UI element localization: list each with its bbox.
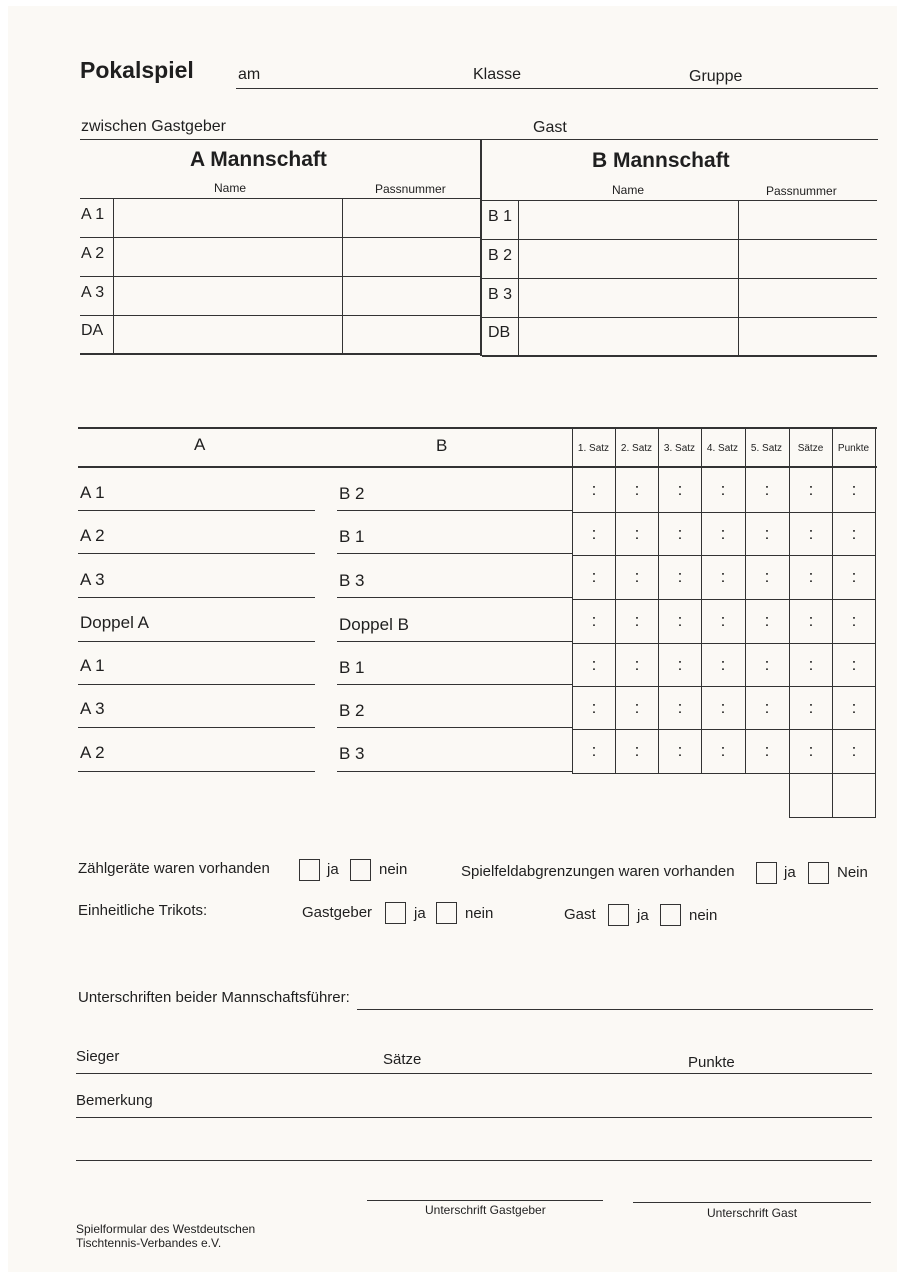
zaehlgeraete-label: Zählgeräte waren vorhanden bbox=[78, 860, 270, 877]
match-player-b: B 3 bbox=[339, 571, 365, 590]
score-cell[interactable]: : bbox=[720, 655, 726, 674]
gast-label: Gast bbox=[533, 119, 567, 136]
team-a-pass-field[interactable] bbox=[343, 238, 480, 276]
score-cell[interactable]: : bbox=[764, 611, 770, 630]
team-b-pass-field[interactable] bbox=[739, 318, 877, 355]
score-cell[interactable]: : bbox=[851, 698, 857, 717]
score-row-line bbox=[572, 686, 875, 687]
signature-gast-line[interactable] bbox=[633, 1202, 871, 1203]
ja-label: ja bbox=[784, 864, 796, 881]
score-cell[interactable]: : bbox=[808, 611, 814, 630]
klasse-label: Klasse bbox=[473, 66, 522, 83]
score-cell[interactable]: : bbox=[591, 567, 597, 586]
player-a-underline bbox=[78, 684, 315, 685]
team-a-name-field[interactable] bbox=[114, 199, 342, 237]
score-cell[interactable]: : bbox=[634, 698, 640, 717]
score-header-satz2: 2. Satz bbox=[620, 443, 653, 454]
match-col-a-header: A bbox=[194, 435, 206, 454]
score-header-punkte: Punkte bbox=[837, 443, 870, 454]
score-cell[interactable]: : bbox=[677, 524, 683, 543]
match-player-a: Doppel A bbox=[80, 613, 149, 632]
score-cell[interactable]: : bbox=[677, 741, 683, 760]
team-a-row-label: A 3 bbox=[81, 284, 105, 301]
player-a-underline bbox=[78, 641, 315, 642]
spielfeld-nein-checkbox[interactable] bbox=[808, 862, 829, 884]
team-b-name-field[interactable] bbox=[519, 201, 738, 239]
player-a-underline bbox=[78, 597, 315, 598]
team-b-name-field[interactable] bbox=[519, 279, 738, 317]
team-a-pass-field[interactable] bbox=[343, 277, 480, 315]
sieger-label: Sieger bbox=[76, 1048, 120, 1065]
score-cell[interactable]: : bbox=[720, 567, 726, 586]
player-b-underline bbox=[337, 510, 572, 511]
score-cell[interactable]: : bbox=[677, 480, 683, 499]
score-header-satz3: 3. Satz bbox=[663, 443, 696, 454]
score-cell[interactable]: : bbox=[591, 698, 597, 717]
team-a-name-field[interactable] bbox=[114, 277, 342, 315]
date-label: am bbox=[238, 66, 261, 83]
score-cell[interactable]: : bbox=[634, 611, 640, 630]
form-sheet bbox=[8, 6, 897, 1272]
score-cell[interactable]: : bbox=[591, 611, 597, 630]
match-player-a: A 3 bbox=[80, 699, 105, 718]
score-cell[interactable]: : bbox=[720, 611, 726, 630]
unterschriften-label: Unterschriften beider Mannschaftsführer: bbox=[78, 989, 350, 1006]
score-cell[interactable]: : bbox=[591, 480, 597, 499]
team-b-row-label: B 2 bbox=[488, 247, 513, 264]
match-player-a: A 2 bbox=[80, 526, 105, 545]
score-cell[interactable]: : bbox=[808, 741, 814, 760]
signature-gast-label: Unterschrift Gast bbox=[707, 1206, 798, 1220]
score-cell[interactable]: : bbox=[851, 567, 857, 586]
match-player-a: A 2 bbox=[80, 743, 105, 762]
team-a-name-field[interactable] bbox=[114, 316, 342, 353]
match-player-b: B 3 bbox=[339, 744, 365, 763]
score-row-line bbox=[572, 599, 875, 600]
score-cell[interactable]: : bbox=[677, 567, 683, 586]
gastgeber-underline bbox=[80, 139, 878, 140]
bemerkung-label: Bemerkung bbox=[76, 1092, 153, 1109]
team-a-bottom-line bbox=[80, 353, 480, 355]
score-cell[interactable]: : bbox=[634, 655, 640, 674]
score-col-line bbox=[875, 428, 876, 818]
zaehlgeraete-ja-checkbox[interactable] bbox=[299, 859, 320, 881]
team-a-pass-field[interactable] bbox=[343, 199, 480, 237]
nein-label: nein bbox=[465, 905, 494, 922]
team-b-row-label: DB bbox=[488, 324, 511, 341]
score-row-line bbox=[572, 643, 875, 644]
score-cell[interactable]: : bbox=[720, 698, 726, 717]
score-cell[interactable]: : bbox=[591, 524, 597, 543]
team-a-row-label: A 2 bbox=[81, 245, 105, 262]
score-cell[interactable]: : bbox=[591, 741, 597, 760]
score-cell[interactable]: : bbox=[634, 524, 640, 543]
punkte-label: Punkte bbox=[688, 1054, 735, 1071]
score-header-satz1: 1. Satz bbox=[577, 443, 610, 454]
score-cell[interactable]: : bbox=[808, 480, 814, 499]
team-b-title: B Mannschaft bbox=[592, 149, 730, 172]
player-a-underline bbox=[78, 727, 315, 728]
bemerkung-line[interactable] bbox=[76, 1117, 872, 1118]
score-cell[interactable]: : bbox=[720, 524, 726, 543]
score-cell[interactable]: : bbox=[851, 480, 857, 499]
player-a-underline bbox=[78, 510, 315, 511]
trikots-gast-label: Gast bbox=[564, 906, 596, 923]
total-punkte-field[interactable] bbox=[833, 774, 875, 817]
spielfeld-ja-checkbox[interactable] bbox=[756, 862, 777, 884]
score-cell[interactable]: : bbox=[764, 567, 770, 586]
score-cell[interactable]: : bbox=[764, 480, 770, 499]
score-cell[interactable]: : bbox=[677, 655, 683, 674]
score-cell[interactable]: : bbox=[677, 698, 683, 717]
match-player-b: B 2 bbox=[339, 701, 365, 720]
nein-label: nein bbox=[379, 861, 408, 878]
bemerkung-line[interactable] bbox=[76, 1160, 872, 1161]
match-player-b: Doppel B bbox=[339, 615, 409, 634]
player-a-underline bbox=[78, 771, 315, 772]
team-b-name-field[interactable] bbox=[519, 240, 738, 278]
player-b-underline bbox=[337, 641, 572, 642]
score-cell[interactable]: : bbox=[808, 655, 814, 674]
score-cell[interactable]: : bbox=[591, 655, 597, 674]
match-table-header-line bbox=[78, 466, 877, 468]
score-cell[interactable]: : bbox=[720, 741, 726, 760]
match-player-b: B 1 bbox=[339, 527, 365, 546]
signature-gastgeber-line[interactable] bbox=[367, 1200, 603, 1201]
team-a-row-label: DA bbox=[81, 322, 104, 339]
team-b-pass-field[interactable] bbox=[739, 279, 877, 317]
score-cell[interactable]: : bbox=[634, 741, 640, 760]
gruppe-label: Gruppe bbox=[689, 68, 743, 85]
match-player-b: B 2 bbox=[339, 484, 365, 503]
score-cell[interactable]: : bbox=[764, 524, 770, 543]
publisher-line-2: Tischtennis-Verbandes e.V. bbox=[76, 1236, 222, 1250]
team-b-row-label: B 3 bbox=[488, 286, 513, 303]
team-b-name-field[interactable] bbox=[519, 318, 738, 355]
score-cell[interactable]: : bbox=[764, 655, 770, 674]
score-cell[interactable]: : bbox=[764, 698, 770, 717]
team-b-pass-field[interactable] bbox=[739, 201, 877, 239]
score-header-saetze: Sätze bbox=[797, 443, 824, 454]
trikots-gastgeber-ja-checkbox[interactable] bbox=[385, 902, 406, 924]
publisher-line-1: Spielformular des Westdeutschen bbox=[76, 1222, 256, 1236]
match-col-b-header: B bbox=[436, 436, 448, 455]
score-cell[interactable]: : bbox=[851, 524, 857, 543]
player-b-underline bbox=[337, 684, 572, 685]
score-cell[interactable]: : bbox=[851, 741, 857, 760]
score-cell[interactable]: : bbox=[634, 567, 640, 586]
team-a-row-label: A 1 bbox=[81, 206, 105, 223]
match-player-a: A 1 bbox=[80, 656, 105, 675]
match-player-a: A 3 bbox=[80, 570, 105, 589]
trikots-gast-ja-checkbox[interactable] bbox=[608, 904, 629, 926]
team-b-pass-header: Passnummer bbox=[766, 184, 837, 198]
gastgeber-label: zwischen Gastgeber bbox=[81, 118, 226, 135]
player-b-underline bbox=[337, 727, 572, 728]
score-row-line bbox=[572, 729, 875, 730]
score-row-line bbox=[572, 512, 875, 513]
team-a-name-header: Name bbox=[214, 181, 247, 195]
spielfeld-label: Spielfeldabgrenzungen waren vorhanden bbox=[461, 863, 735, 880]
score-header-satz4: 4. Satz bbox=[706, 443, 739, 454]
form-title: Pokalspiel bbox=[80, 57, 194, 83]
match-player-b: B 1 bbox=[339, 658, 365, 677]
nein-label: Nein bbox=[837, 864, 868, 881]
saetze-label: Sätze bbox=[383, 1051, 422, 1068]
trikots-label: Einheitliche Trikots: bbox=[78, 902, 208, 919]
total-saetze-field[interactable] bbox=[790, 774, 832, 817]
header-underline bbox=[236, 88, 878, 89]
score-header-satz5: 5. Satz bbox=[750, 443, 783, 454]
player-b-underline bbox=[337, 553, 572, 554]
team-b-name-header: Name bbox=[612, 183, 645, 197]
total-row-line bbox=[789, 817, 875, 818]
team-b-bottom-line bbox=[482, 355, 877, 357]
score-cell[interactable]: : bbox=[808, 567, 814, 586]
team-divider bbox=[480, 140, 482, 356]
trikots-gastgeber-label: Gastgeber bbox=[302, 904, 373, 921]
trikots-gastgeber-nein-checkbox[interactable] bbox=[436, 902, 457, 924]
score-cell[interactable]: : bbox=[764, 741, 770, 760]
player-b-underline bbox=[337, 597, 572, 598]
team-b-pass-field[interactable] bbox=[739, 240, 877, 278]
score-cell[interactable]: : bbox=[677, 611, 683, 630]
score-row-line bbox=[572, 555, 875, 556]
team-b-row-label: B 1 bbox=[488, 208, 513, 225]
player-a-underline bbox=[78, 553, 315, 554]
nein-label: nein bbox=[689, 907, 718, 924]
sieger-line[interactable] bbox=[76, 1073, 872, 1074]
player-b-underline bbox=[337, 771, 572, 772]
score-cell[interactable]: : bbox=[720, 480, 726, 499]
score-cell[interactable]: : bbox=[851, 655, 857, 674]
trikots-gast-nein-checkbox[interactable] bbox=[660, 904, 681, 926]
score-cell[interactable]: : bbox=[808, 524, 814, 543]
team-a-pass-field[interactable] bbox=[343, 316, 480, 353]
ja-label: ja bbox=[637, 907, 649, 924]
match-player-a: A 1 bbox=[80, 483, 105, 502]
unterschriften-line[interactable] bbox=[357, 1009, 873, 1010]
score-cell[interactable]: : bbox=[808, 698, 814, 717]
team-a-pass-header: Passnummer bbox=[375, 182, 446, 196]
ja-label: ja bbox=[327, 861, 339, 878]
zaehlgeraete-nein-checkbox[interactable] bbox=[350, 859, 371, 881]
match-table-top-line bbox=[78, 427, 877, 429]
score-cell[interactable]: : bbox=[634, 480, 640, 499]
signature-gastgeber-label: Unterschrift Gastgeber bbox=[425, 1203, 546, 1217]
team-a-title: A Mannschaft bbox=[190, 148, 327, 171]
ja-label: ja bbox=[414, 905, 426, 922]
score-cell[interactable]: : bbox=[851, 611, 857, 630]
team-a-name-field[interactable] bbox=[114, 238, 342, 276]
